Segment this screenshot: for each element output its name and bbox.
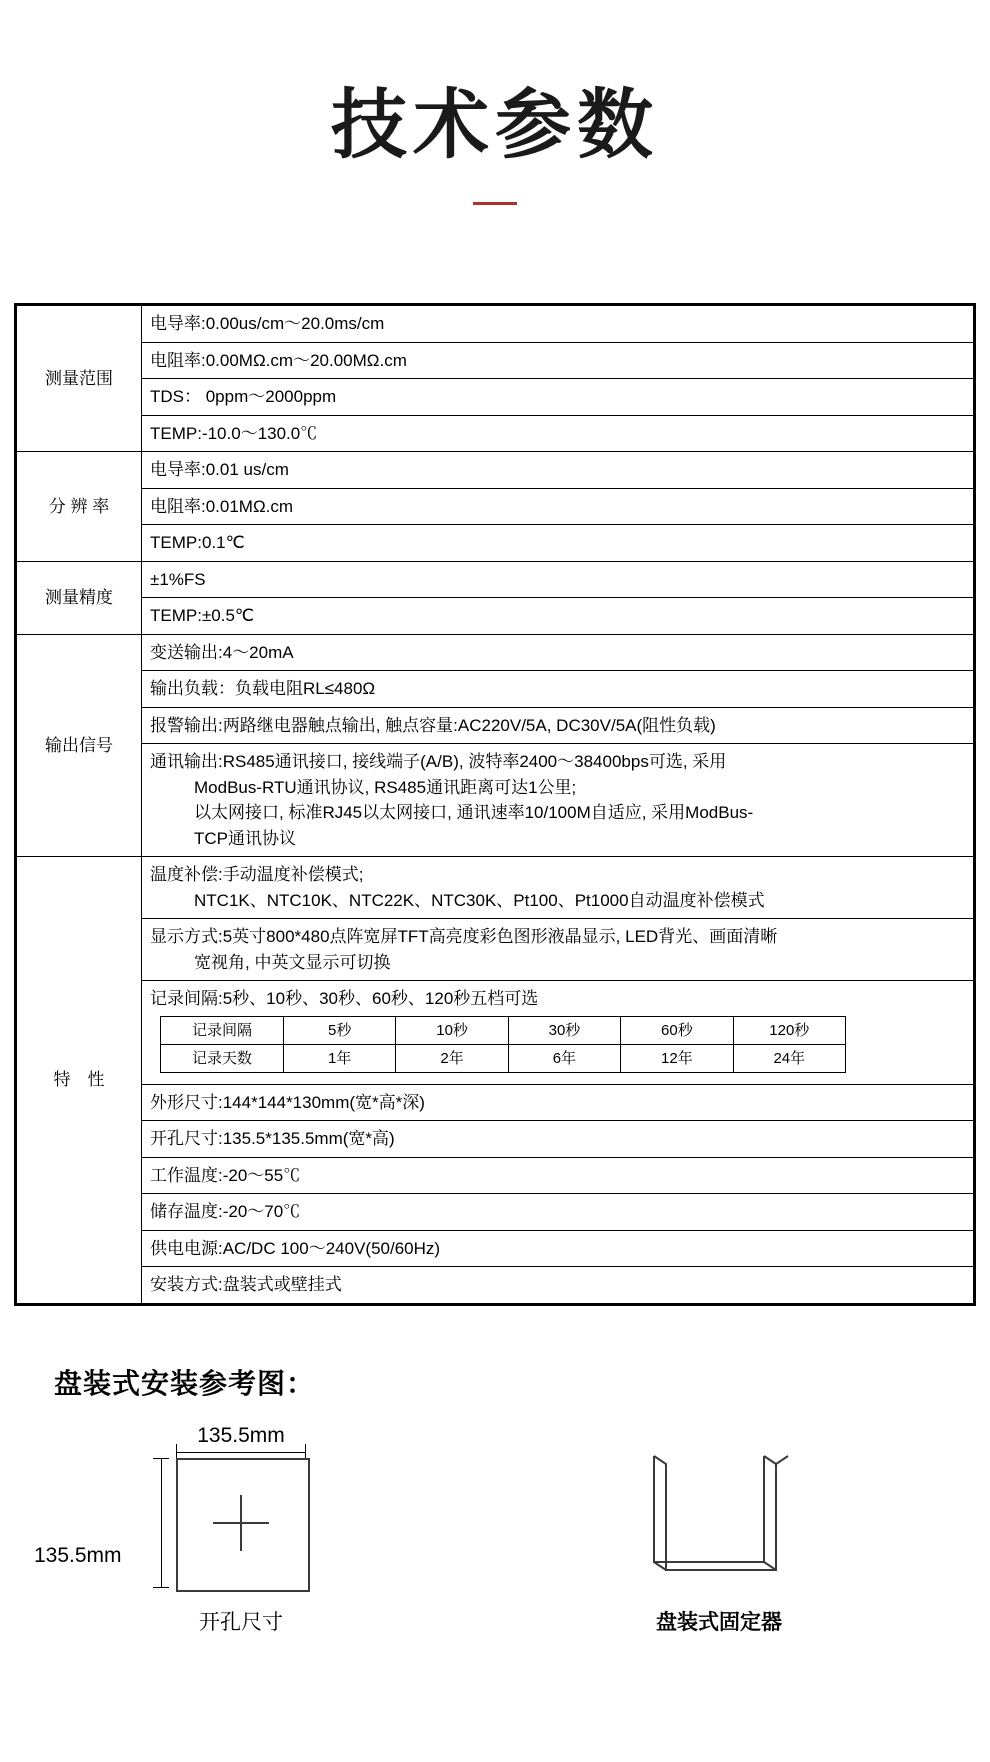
table-row [17, 634, 974, 671]
spec-value: 开孔尺寸:135.5*135.5mm(宽*高) [142, 1121, 974, 1158]
category-label: 测量精度 [17, 561, 142, 634]
mini-cell: 6年 [508, 1044, 620, 1072]
table-row [17, 379, 974, 416]
mini-cell: 24年 [733, 1044, 845, 1072]
table-row [17, 1084, 974, 1121]
installation-drawing-section [0, 1362, 990, 1762]
category-label: 测量范围 [17, 306, 142, 452]
display-line-1: 显示方式:5英寸800*480点阵宽屏TFT高亮度彩色图形液晶显示, LED背光、画面清晰 [150, 927, 778, 946]
table-row [17, 525, 974, 562]
title-block [0, 0, 990, 205]
temperature-compensation-cell [142, 857, 974, 919]
left-dimension-label: 135.5mm [34, 1543, 122, 1567]
spec-value: 外形尺寸:144*144*130mm(宽*高*深) [142, 1084, 974, 1121]
table-row [17, 415, 974, 452]
cutout-caption: 开孔尺寸 [199, 1610, 283, 1634]
top-dimension-label: 135.5mm [197, 1423, 285, 1447]
spec-value: ±1%FS [142, 561, 974, 598]
table-row [17, 1267, 974, 1304]
comm-line-3: 以太网接口, 标准RJ45以太网接口, 通讯速率10/100M自适应, 采用ModBus- [194, 803, 754, 822]
mini-cell: 12年 [621, 1044, 733, 1072]
mini-cell: 2年 [396, 1044, 508, 1072]
mini-cell: 30秒 [508, 1016, 620, 1044]
table-row [17, 1157, 974, 1194]
display-line-2: 宽视角, 中英文显示可切换 [194, 952, 391, 972]
spec-value: TEMP:±0.5℃ [142, 598, 974, 635]
display-mode-cell [142, 919, 974, 981]
page-title: 技术参数 [331, 83, 659, 168]
spec-value: 报警输出:两路继电器触点输出, 触点容量:AC220V/5A, DC30V/5A(阻性负载) [142, 707, 974, 744]
spec-value: 电阻率:0.00MΩ.cm〜20.00MΩ.cm [142, 342, 974, 379]
comm-line-2: ModBus-RTU通讯协议, RS485通讯距离可达1公里; [194, 777, 577, 797]
mini-cell: 120秒 [733, 1016, 845, 1044]
spec-value: 储存温度:-20〜70℃ [142, 1194, 974, 1231]
spec-value: 安装方式:盘装式或壁挂式 [142, 1267, 974, 1304]
top-dimension-line [176, 1452, 306, 1453]
mini-table-row [161, 1016, 846, 1044]
table-row [17, 561, 974, 598]
table-row [17, 981, 974, 1085]
mini-cell: 记录间隔 [161, 1016, 284, 1044]
specification-table [14, 303, 976, 1306]
table-row [17, 744, 974, 857]
mini-cell: 60秒 [621, 1016, 733, 1044]
table-row [17, 857, 974, 919]
table-row [17, 598, 974, 635]
spec-value: TEMP:-10.0〜130.0℃ [142, 415, 974, 452]
spec-value: TDS： 0ppm〜2000ppm [142, 379, 974, 416]
spec-value: TEMP:0.1℃ [142, 525, 974, 562]
panel-mount-bracket-icon [636, 1452, 816, 1597]
table-row [17, 342, 974, 379]
table-row [17, 1121, 974, 1158]
spec-value: 输出负载：负载电阻RL≤480Ω [142, 671, 974, 708]
table-row [17, 707, 974, 744]
record-interval-label: 记录间隔:5秒、10秒、30秒、60秒、120秒五档可选 [150, 989, 539, 1008]
table-row [17, 1230, 974, 1267]
mini-cell: 记录天数 [161, 1044, 284, 1072]
spec-value: 电阻率:0.01MΩ.cm [142, 488, 974, 525]
spec-value: 电导率:0.01 us/cm [142, 452, 974, 489]
center-cross-vertical [240, 1495, 242, 1551]
record-interval-cell [142, 981, 974, 1085]
table-row [17, 1194, 974, 1231]
spec-value: 变送输出:4〜20mA [142, 634, 974, 671]
category-label: 特 性 [17, 857, 142, 1304]
category-label: 分 辨 率 [17, 452, 142, 562]
table-row [17, 306, 974, 343]
panel-cutout-square [176, 1458, 310, 1592]
spec-value: 供电电源:AC/DC 100〜240V(50/60Hz) [142, 1230, 974, 1267]
drawing-section-title: 盘装式安装参考图： [54, 1367, 316, 1399]
temp-comp-line-2: NTC1K、NTC10K、NTC22K、NTC30K、Pt100、Pt1000自动温度补偿模式 [194, 890, 765, 910]
table-row [17, 671, 974, 708]
mini-cell: 5秒 [284, 1016, 396, 1044]
mini-cell: 1年 [284, 1044, 396, 1072]
mini-cell: 10秒 [396, 1016, 508, 1044]
mini-table-row [161, 1044, 846, 1072]
spec-value: 工作温度:-20〜55℃ [142, 1157, 974, 1194]
spec-value: 电导率:0.00us/cm〜20.0ms/cm [142, 306, 974, 343]
title-divider [473, 202, 517, 205]
record-interval-table [150, 1012, 965, 1079]
communication-output-cell [142, 744, 974, 857]
temp-comp-line-1: 温度补偿:手动温度补偿模式; [150, 865, 364, 884]
table-row [17, 452, 974, 489]
comm-line-1: 通讯输出:RS485通讯接口, 接线端子(A/B), 波特率2400〜38400bps可选, 采用 [150, 752, 727, 771]
category-label: 输出信号 [17, 634, 142, 857]
left-dimension-line [161, 1458, 162, 1588]
left-dimension-tick-top [153, 1458, 169, 1459]
table-row [17, 488, 974, 525]
comm-line-4: TCP通讯协议 [194, 828, 296, 848]
table-row [17, 919, 974, 981]
left-dimension-tick-bottom [153, 1587, 169, 1588]
bracket-caption: 盘装式固定器 [656, 1610, 782, 1634]
